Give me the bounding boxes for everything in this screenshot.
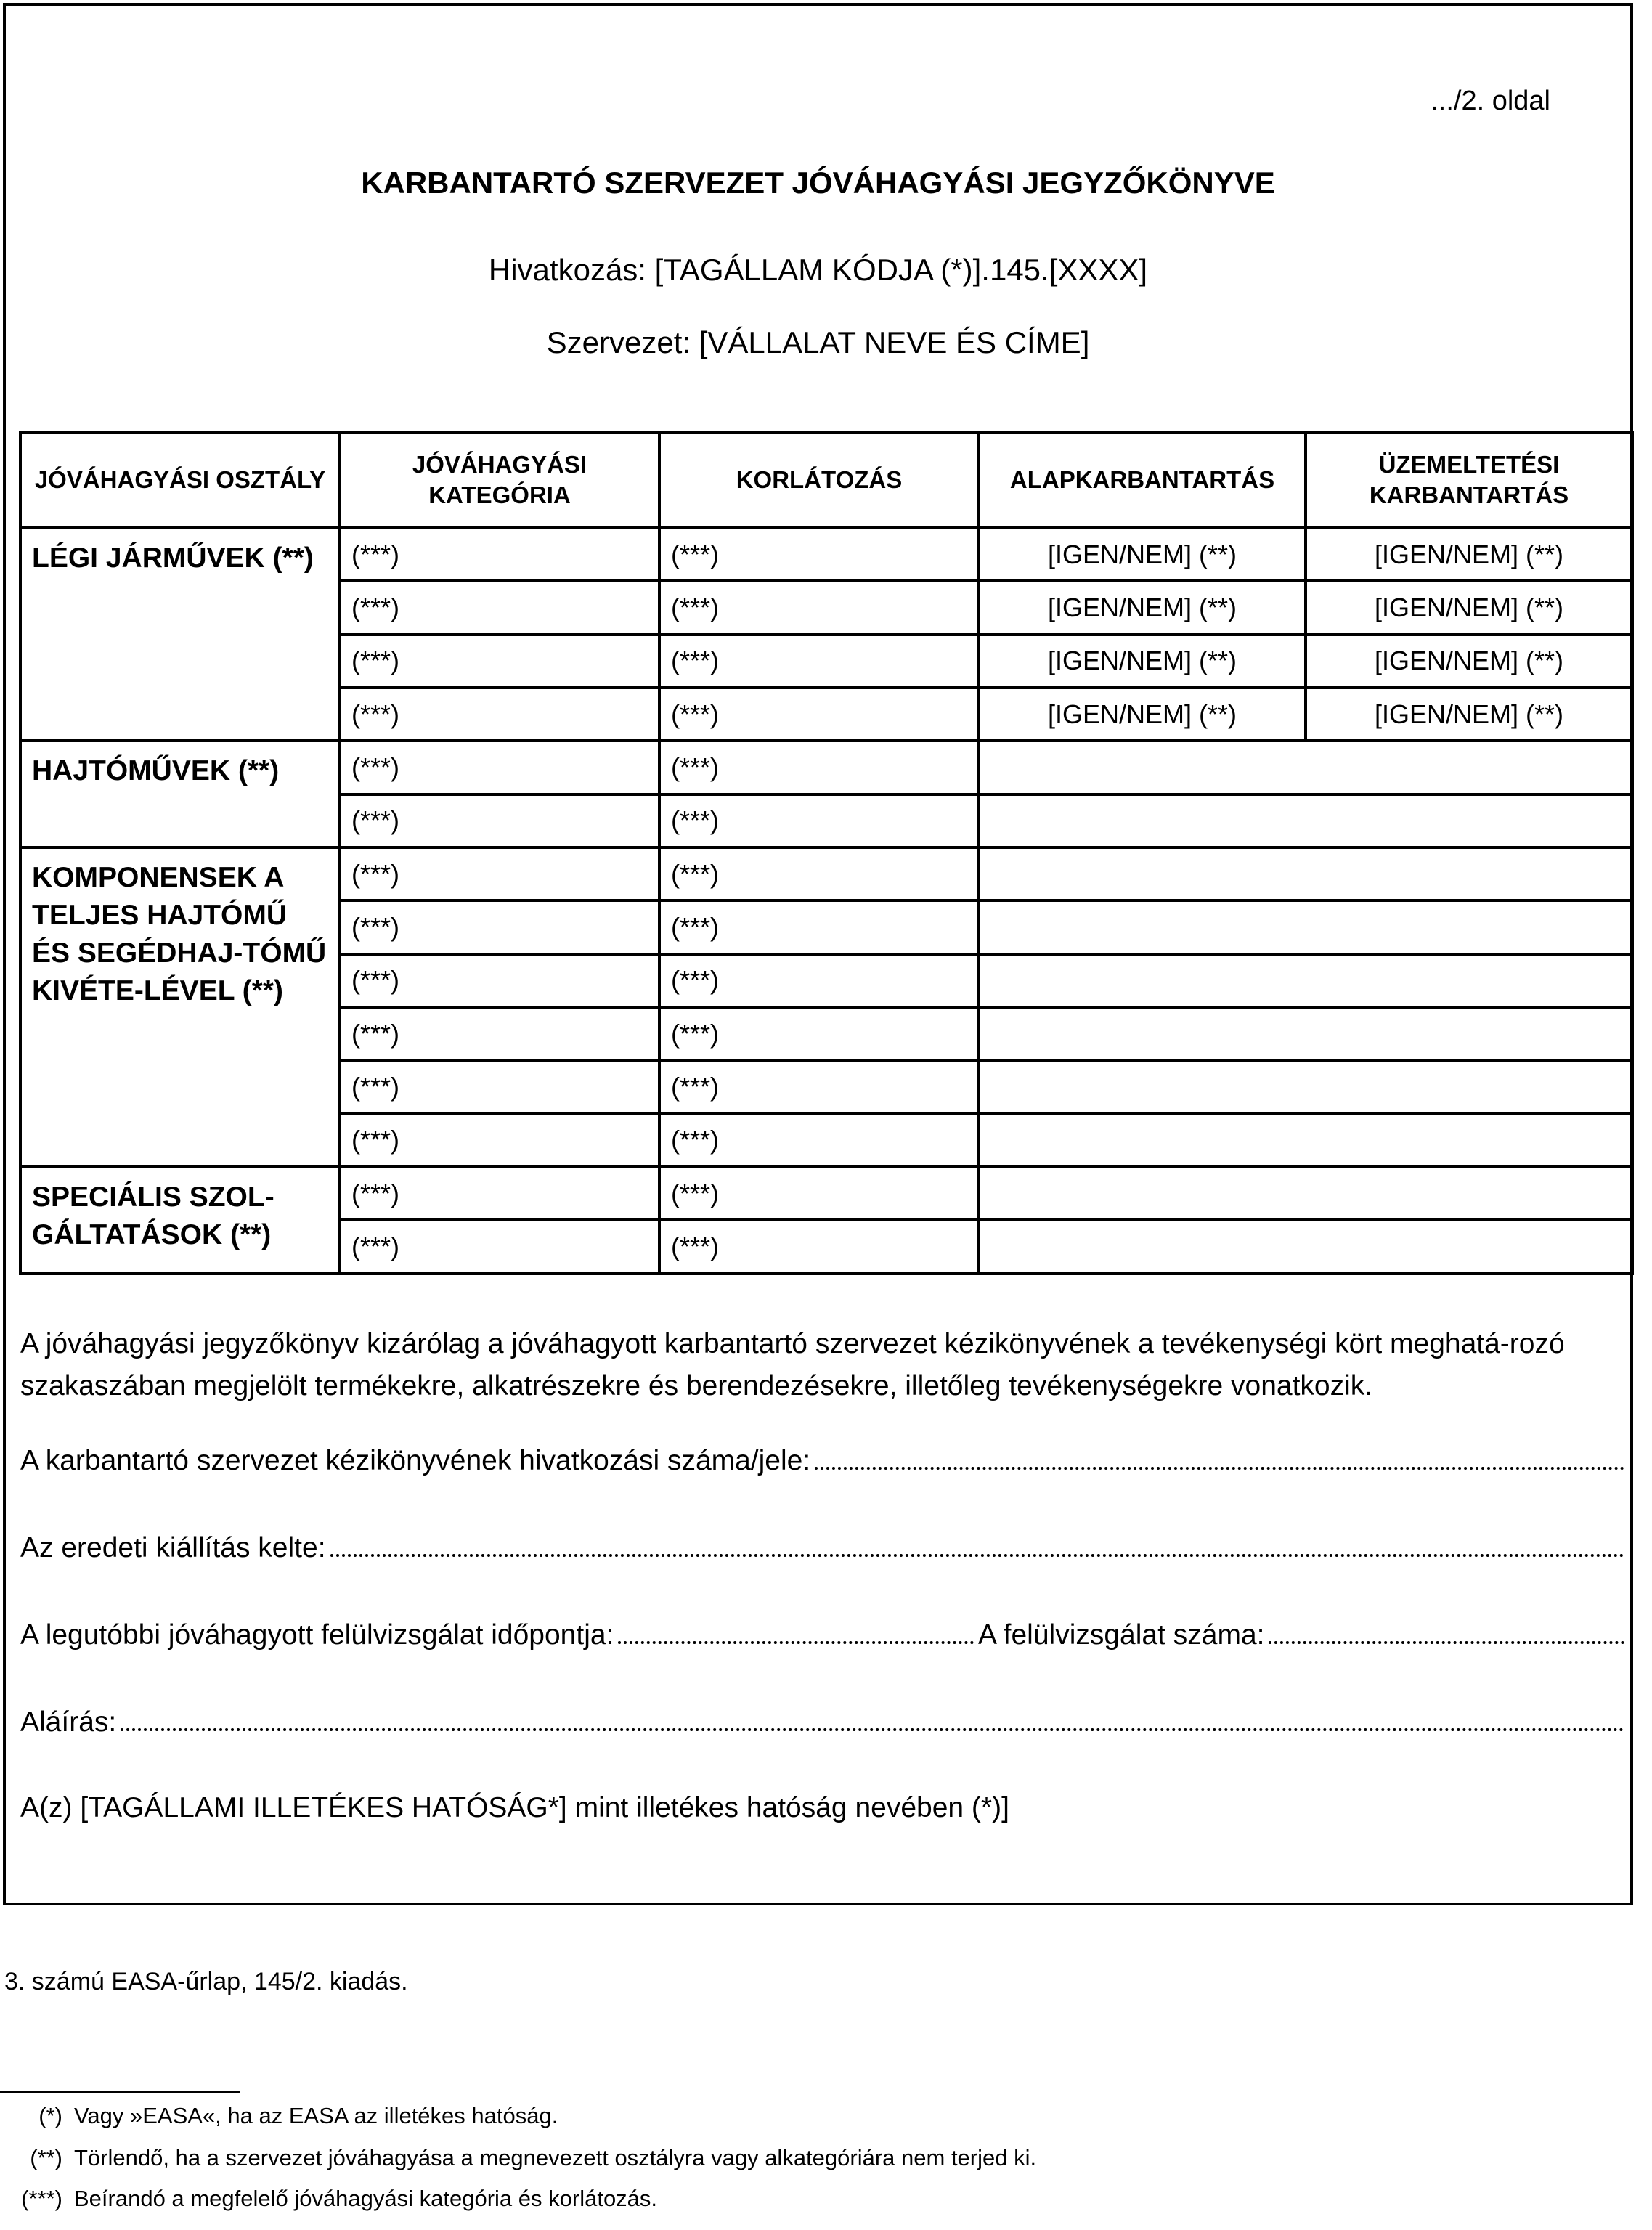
header-line-maintenance: ÜZEMELTETÉSI KARBANTARTÁS — [1306, 432, 1632, 528]
original-issue-label: Az eredeti kiállítás kelte: — [20, 1532, 326, 1563]
signature-field — [20, 1706, 1629, 1738]
empty-cell — [979, 1220, 1632, 1274]
limitation-cell: (***) — [659, 954, 979, 1007]
limitation-cell: (***) — [659, 635, 979, 688]
footnote-mark: (*) — [38, 2103, 62, 2128]
category-cell: (***) — [340, 847, 659, 900]
header-class: JÓVÁHAGYÁSI OSZTÁLY — [20, 432, 340, 528]
class-special-services: SPECIÁLIS SZOL-GÁLTATÁSOK (**) — [20, 1167, 340, 1274]
category-cell: (***) — [340, 794, 659, 847]
category-cell: (***) — [340, 1114, 659, 1167]
base-maintenance-cell: [IGEN/NEM] (**) — [979, 581, 1306, 634]
table-row — [20, 1167, 1632, 1220]
empty-cell — [979, 900, 1632, 953]
empty-cell — [979, 741, 1632, 794]
footnote-text: Törlendő, ha a szervezet jóváhagyása a megnevezett osztályra vagy alkategóriára nem terjed ki. — [74, 2145, 1037, 2170]
limitation-cell: (***) — [659, 581, 979, 634]
limitation-cell: (***) — [659, 1220, 979, 1274]
footnote-mark: (**) — [30, 2145, 62, 2170]
original-issue-blank — [330, 1553, 1624, 1557]
authority-line: A(z) [TAGÁLLAMI ILLETÉKES HATÓSÁG*] mint illetékes hatóság nevében (*)] — [20, 1792, 1009, 1823]
footnote-1 — [4, 2103, 558, 2129]
last-revision-date-blank — [618, 1640, 974, 1644]
limitation-cell: (***) — [659, 847, 979, 900]
document-title: KARBANTARTÓ SZERVEZET JÓVÁHAGYÁSI JEGYZŐKÖNYVE — [361, 166, 1275, 200]
footnote-text: Beírandó a megfelelő jóváhagyási kategória és korlátozás. — [74, 2186, 658, 2211]
revision-field — [20, 1619, 1629, 1651]
footnote-text: Vagy »EASA«, ha az EASA az illetékes hatóság. — [74, 2103, 558, 2128]
category-cell: (***) — [340, 741, 659, 794]
page-number: .../2. oldal — [1431, 86, 1550, 116]
limitation-cell: (***) — [659, 900, 979, 953]
scope-statement: A jóváhagyási jegyzőkönyv kizárólag a jóváhagyott karbantartó szervezet kézikönyvének a tevékenységi kört meghatá-rozó szakaszában megjelölt termékekre, alkatrészekre és berendezésekre, illetőleg tevékenységekre vonatkozik. — [20, 1328, 1565, 1401]
line-maintenance-cell: [IGEN/NEM] (**) — [1306, 688, 1632, 741]
empty-cell — [979, 954, 1632, 1007]
table-header-row — [20, 432, 1632, 528]
base-maintenance-cell: [IGEN/NEM] (**) — [979, 635, 1306, 688]
category-cell: (***) — [340, 900, 659, 953]
category-cell: (***) — [340, 581, 659, 634]
empty-cell — [979, 847, 1632, 900]
manual-reference-label: A karbantartó szervezet kézikönyvének hivatkozási száma/jele: — [20, 1445, 811, 1476]
line-maintenance-cell: [IGEN/NEM] (**) — [1306, 528, 1632, 581]
category-cell: (***) — [340, 688, 659, 741]
category-cell: (***) — [340, 635, 659, 688]
reference-line: Hivatkozás: [TAGÁLLAM KÓDJA (*)].145.[XXXX] — [488, 253, 1148, 287]
limitation-cell: (***) — [659, 1060, 979, 1113]
revision-number-blank — [1269, 1640, 1624, 1644]
line-maintenance-cell: [IGEN/NEM] (**) — [1306, 635, 1632, 688]
footnote-3 — [4, 2186, 657, 2212]
manual-reference-blank — [815, 1466, 1624, 1470]
header-base-maintenance: ALAPKARBANTARTÁS — [979, 432, 1306, 528]
class-components: KOMPONENSEK A TELJES HAJTÓMŰ ÉS SEGÉDHAJ-TÓMŰ KIVÉTE-LÉVEL (**) — [20, 847, 340, 1167]
table-row — [20, 741, 1632, 794]
empty-cell — [979, 1114, 1632, 1167]
limitation-cell: (***) — [659, 741, 979, 794]
category-cell: (***) — [340, 1220, 659, 1274]
footnote-divider — [0, 2091, 240, 2093]
limitation-cell: (***) — [659, 1007, 979, 1060]
limitation-cell: (***) — [659, 1167, 979, 1220]
limitation-cell: (***) — [659, 528, 979, 581]
signature-blank — [121, 1728, 1624, 1731]
category-cell: (***) — [340, 1060, 659, 1113]
empty-cell — [979, 794, 1632, 847]
limitation-cell: (***) — [659, 1114, 979, 1167]
footnote-2 — [4, 2145, 1036, 2171]
base-maintenance-cell: [IGEN/NEM] (**) — [979, 688, 1306, 741]
category-cell: (***) — [340, 1167, 659, 1220]
revision-number-label: A felülvizsgálat száma: — [977, 1619, 1265, 1651]
approval-table — [19, 431, 1634, 1275]
limitation-cell: (***) — [659, 794, 979, 847]
class-engines: HAJTÓMŰVEK (**) — [20, 741, 340, 847]
header-limitation: KORLÁTOZÁS — [659, 432, 979, 528]
original-issue-field — [20, 1532, 1629, 1564]
category-cell: (***) — [340, 1007, 659, 1060]
category-cell: (***) — [340, 528, 659, 581]
form-identifier: 3. számú EASA-űrlap, 145/2. kiadás. — [4, 1968, 408, 1995]
header-category: JÓVÁHAGYÁSI KATEGÓRIA — [340, 432, 659, 528]
manual-reference-field — [20, 1445, 1629, 1477]
empty-cell — [979, 1060, 1632, 1113]
table-row — [20, 847, 1632, 900]
last-revision-date-label: A legutóbbi jóváhagyott felülvizsgálat időpontja: — [20, 1619, 614, 1651]
signature-label: Aláírás: — [20, 1706, 117, 1738]
line-maintenance-cell: [IGEN/NEM] (**) — [1306, 581, 1632, 634]
class-aircraft: LÉGI JÁRMŰVEK (**) — [20, 528, 340, 741]
organisation-line: Szervezet: [VÁLLALAT NEVE ÉS CÍME] — [546, 325, 1090, 359]
category-cell: (***) — [340, 954, 659, 1007]
table-row — [20, 528, 1632, 581]
footnote-mark: (***) — [21, 2186, 62, 2211]
empty-cell — [979, 1007, 1632, 1060]
empty-cell — [979, 1167, 1632, 1220]
limitation-cell: (***) — [659, 688, 979, 741]
base-maintenance-cell: [IGEN/NEM] (**) — [979, 528, 1306, 581]
